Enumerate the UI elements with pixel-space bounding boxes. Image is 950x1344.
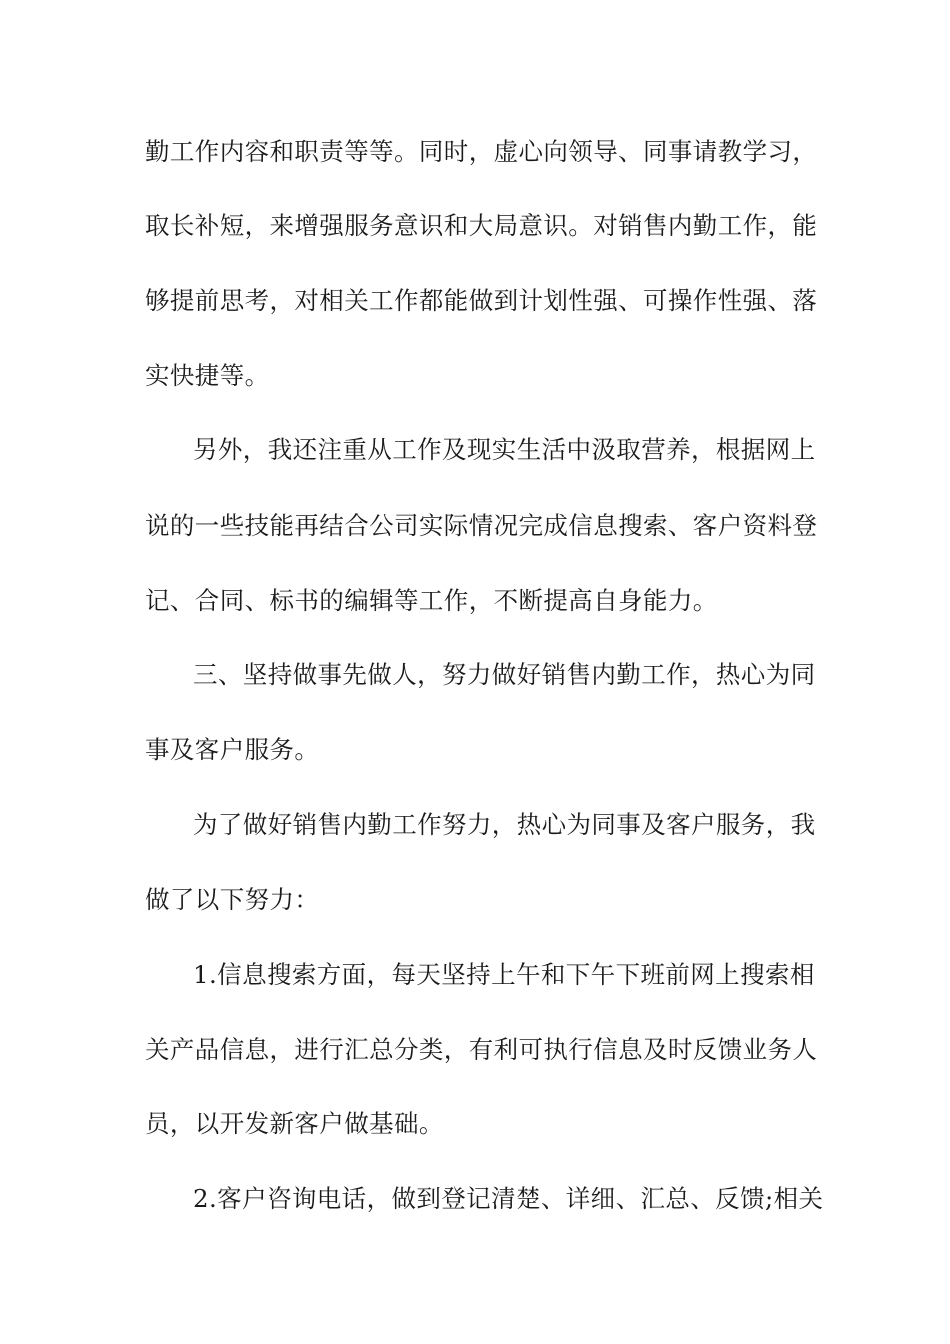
section-heading-line: 三、坚持做事先做人，努力做好销售内勤工作，热心为同 bbox=[193, 660, 816, 689]
list-item-line: 员，以开发新客户做基础。 bbox=[145, 1109, 444, 1138]
paragraph-line: 记、合同、标书的编辑等工作，不断提高自身能力。 bbox=[145, 586, 718, 615]
paragraph-line: 说的一些技能再结合公司实际情况完成信息搜索、客户资料登 bbox=[145, 511, 818, 540]
paragraph-line: 勤工作内容和职责等等。同时，虚心向领导、同事请教学习， bbox=[145, 137, 818, 166]
paragraph-line: 实快捷等。 bbox=[145, 361, 270, 390]
paragraph-line: 为了做好销售内勤工作努力，热心为同事及客户服务，我 bbox=[193, 810, 816, 839]
paragraph-line: 做了以下努力： bbox=[145, 885, 320, 914]
list-item-line: 2.客户咨询电话，做到登记清楚、详细、汇总、反馈;相关 bbox=[193, 1184, 824, 1213]
list-item-line: 关产品信息，进行汇总分类，有利可执行信息及时反馈业务人 bbox=[145, 1035, 818, 1064]
paragraph-line: 取长补短，来增强服务意识和大局意识。对销售内勤工作，能 bbox=[145, 211, 818, 240]
section-heading-line: 事及客户服务。 bbox=[145, 735, 320, 764]
paragraph-line: 另外，我还注重从工作及现实生活中汲取营养，根据网上 bbox=[193, 435, 816, 464]
paragraph-line: 够提前思考，对相关工作都能做到计划性强、可操作性强、落 bbox=[145, 286, 818, 315]
list-item-line: 1.信息搜索方面，每天坚持上午和下午下班前网上搜索相 bbox=[193, 960, 815, 989]
